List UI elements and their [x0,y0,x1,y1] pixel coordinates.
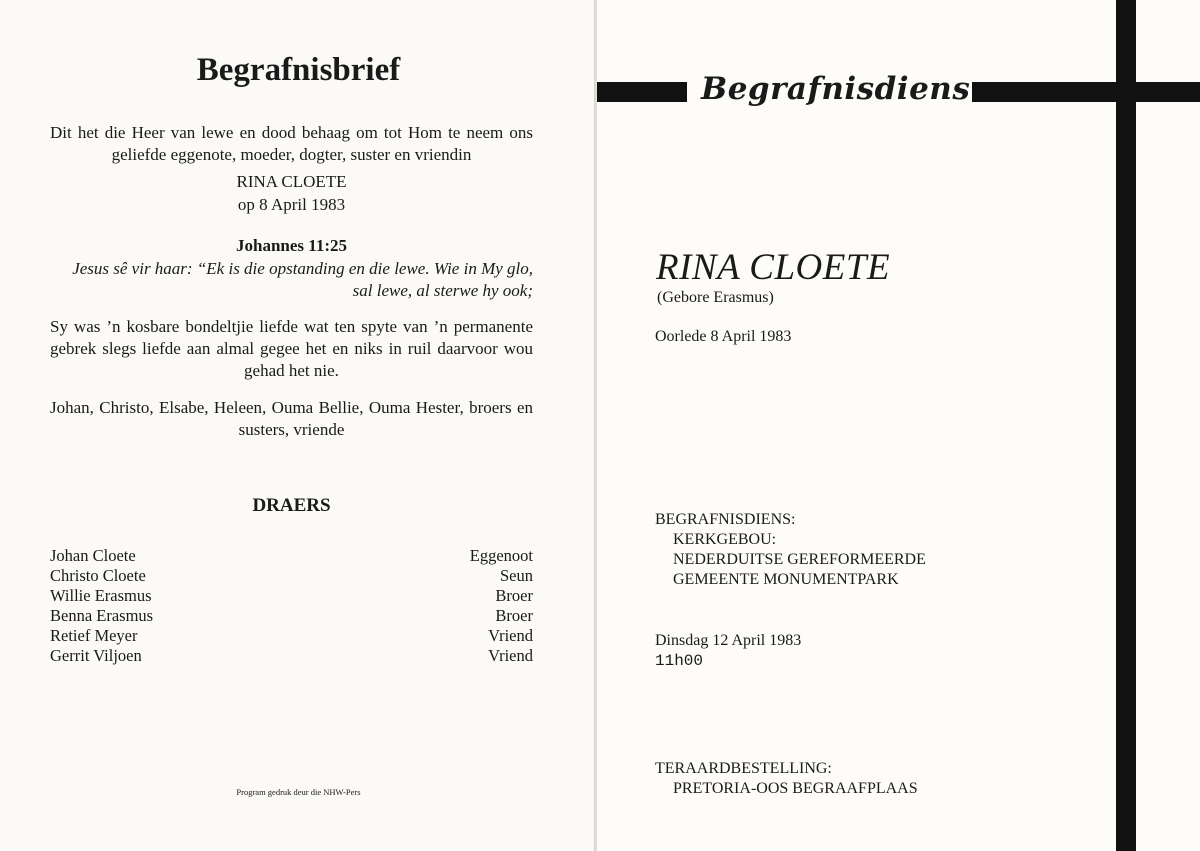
venue-label: KERKGEBOU: [673,531,777,548]
service-title: Begrafnisdiens [701,71,971,107]
maiden-name: (Gebore Erasmus) [657,289,774,306]
bearer-relation: Seun [500,566,533,585]
burial-heading: TERAARDBESTELLING: [655,760,832,777]
bearer-row [50,626,533,646]
printer-credit: Program gedruk deur die NHW-Pers [236,787,361,797]
burial-place: PRETORIA-OOS BEGRAAFPLAAS [673,780,918,797]
scripture-text: Jesus sê vir haar: “Ek is die opstanding en die lewe. Wie in My glo, sal lewe, al sterwe hy ook; [72,259,533,300]
bearer-row [50,586,533,606]
black-rule-right [972,82,1200,102]
date-of-death: Oorlede 8 April 1983 [655,328,792,345]
bearer-name: Retief Meyer [50,626,138,645]
right-page [597,0,1200,851]
service-time: 11h00 [655,652,704,670]
bearer-row [50,606,533,626]
bearer-relation: Broer [495,586,533,605]
deceased-name: RINA CLOETE [236,172,347,191]
venue-line-2: GEMEENTE MONUMENTPARK [673,571,899,588]
black-cross-vertical [1116,0,1136,851]
left-page [0,0,597,851]
scripture-reference: Johannes 11:25 [236,236,347,255]
deceased-name-large: RINA CLOETE [656,247,891,288]
bearer-name: Gerrit Viljoen [50,646,142,665]
venue-line-1: NEDERDUITSE GEREFORMEERDE [673,551,926,568]
bearer-name: Johan Cloete [50,546,136,565]
bearer-relation: Eggenoot [469,546,533,565]
mourners-list: Johan, Christo, Elsabe, Heleen, Ouma Bellie, Ouma Hester, broers en susters, vriende [50,398,533,439]
service-date: Dinsdag 12 April 1983 [655,632,802,649]
announcement: Dit het die Heer van lewe en dood behaag om tot Hom te neem ons geliefde eggenote, moeder, dogter, suster en vriendin [50,123,533,164]
bearer-name: Christo Cloete [50,566,146,585]
bearer-row [50,646,533,666]
black-rule-left [597,82,687,102]
page-title: Begrafnisbrief [196,52,401,88]
bearer-relation: Vriend [488,646,533,665]
bearer-name: Benna Erasmus [50,606,154,625]
bearer-row [50,566,533,586]
bearer-relation: Vriend [488,626,533,645]
bearer-relation: Broer [495,606,533,625]
service-heading: BEGRAFNISDIENS: [655,511,796,528]
bearer-name: Willie Erasmus [50,586,152,605]
bearers-heading: DRAERS [252,495,331,516]
death-date: op 8 April 1983 [237,195,346,214]
bearer-row [50,546,533,566]
tribute-text: Sy was ’n kosbare bondeltjie liefde wat ten spyte van ’n permanente gebrek slegs liefde aan almal gegee het en niks in ruil daarvoor wou gehad het nie. [50,317,533,380]
